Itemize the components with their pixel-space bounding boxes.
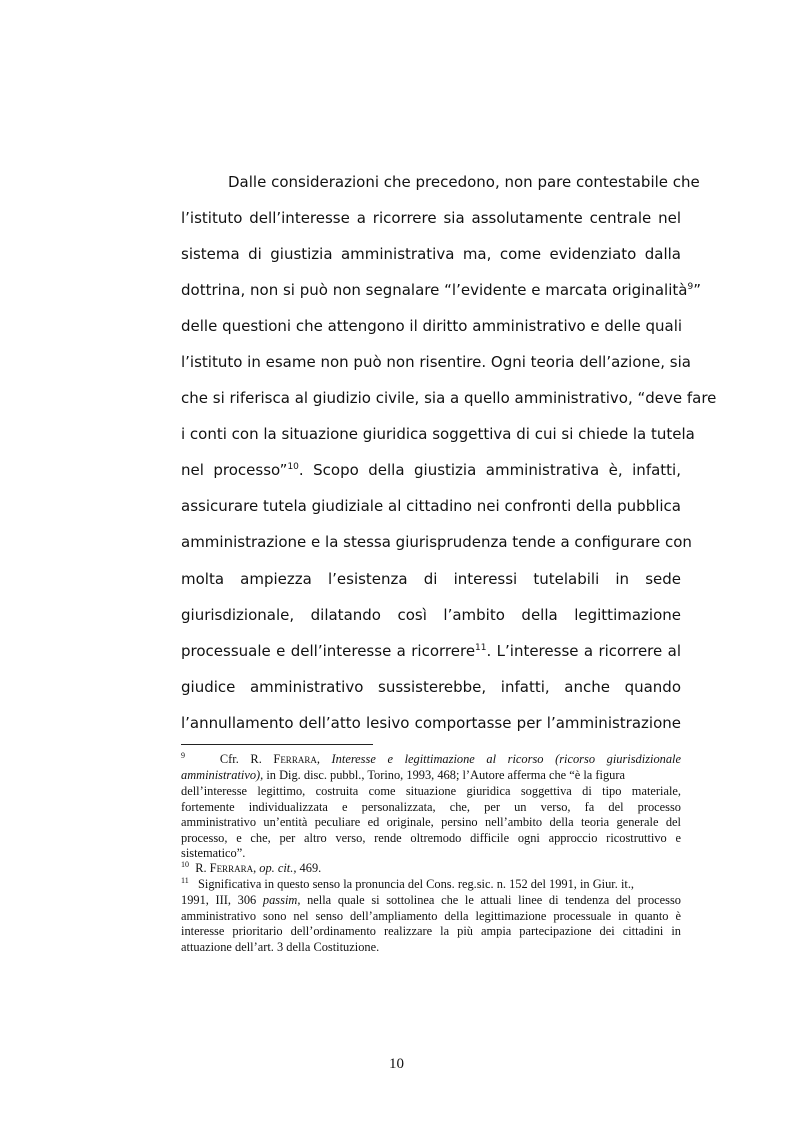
body-line: delle questioni che attengono il diritto amministrativo e delle quali bbox=[181, 317, 683, 335]
footnote-line: sistematico”. bbox=[181, 846, 246, 860]
body-line: l’istituto in esame non può non risentire. Ogni teoria dell’azione, sia bbox=[181, 353, 691, 371]
footnote-line: interesse prioritario dell’ordinamento realizzare la più ampia partecipazione dei cittadini in bbox=[181, 924, 681, 938]
body-line: giurisdizionale, dilatando così l’ambito della legittimazione bbox=[181, 606, 681, 624]
footnote-11: $^{11}$ Significativa in questo senso la pronuncia del Cons. reg.sic. n. 152 del 1991, in Giur. it., bbox=[181, 875, 635, 891]
footnote-line: attuazione dell’art. 3 della Costituzione. bbox=[181, 940, 380, 954]
footnote-separator bbox=[181, 744, 373, 745]
body-line: amministrazione e la stessa giurisprudenza tende a configurare con bbox=[181, 533, 692, 551]
footnote-line: fortemente individualizzata e personalizzata, che, per un verso, fa del processo bbox=[181, 800, 681, 814]
body-line: molta ampiezza l’esistenza di interessi tutelabili in sede bbox=[181, 570, 681, 588]
footnote-10: $^{10}$ R. Ferrara, op. cit., 469. bbox=[181, 859, 322, 875]
footnote-line: processo, e che, per altro verso, rende oltremodo difficile ogni approccio ricostruttivo e bbox=[181, 831, 681, 845]
body-line: i conti con la situazione giuridica soggettiva di cui si chiede la tutela bbox=[181, 425, 695, 443]
footnote-line: dell’interesse legittimo, costruita come situazione giuridica soggettiva di tipo materiale, bbox=[181, 784, 681, 798]
body-line: Dalle considerazioni che precedono, non pare contestabile che bbox=[228, 173, 700, 191]
body-line: che si riferisca al giudizio civile, sia a quello amministrativo, “deve fare bbox=[181, 389, 717, 407]
body-line: giudice amministrativo sussisterebbe, infatti, anche quando bbox=[181, 678, 681, 696]
body-line: l’istituto dell’interesse a ricorrere sia assolutamente centrale nel bbox=[181, 209, 681, 227]
footnote-ref: 10 bbox=[287, 462, 299, 472]
body-line: processuale e dell’interesse a ricorrere$^{11}$. L’interesse a ricorrere al bbox=[181, 642, 681, 660]
footnote-ref: 9 bbox=[687, 282, 694, 292]
footnote-line: amministrativo sono nel senso dell’ampliamento della legittimazione processuale in quanto è bbox=[181, 909, 681, 923]
footnote-line: amministrativo un’entità peculiare ed originale, persino nell’ambito della teoria generale del bbox=[181, 815, 681, 829]
page-number: 10 bbox=[389, 1056, 404, 1072]
body-line: l’annullamento dell’atto lesivo comportasse per l’amministrazione bbox=[181, 714, 681, 732]
footnote-line: 1991, III, 306 passim, nella quale si sottolinea che le attuali linee di tendenza del processo bbox=[181, 893, 681, 907]
footnote-ref: 11 bbox=[475, 643, 487, 653]
footnote-9: $^9$ Cfr. R. Ferrara, Interesse e legittimazione al ricorso (ricorso giurisdizionale bbox=[181, 750, 681, 766]
body-line: dottrina, non si può non segnalare “l’evidente e marcata originalità$^9$” bbox=[181, 281, 701, 299]
footnote-line: amministrativo), in Dig. disc. pubbl., Torino, 1993, 468; l’Autore afferma che “è la figura bbox=[181, 768, 625, 782]
body-line: assicurare tutela giudiziale al cittadino nei confronti della pubblica bbox=[181, 497, 681, 515]
body-line: nel processo”$^{10}$. Scopo della giustizia amministrativa è, infatti, bbox=[181, 461, 681, 479]
body-line: sistema di giustizia amministrativa ma, come evidenziato dalla bbox=[181, 245, 681, 263]
